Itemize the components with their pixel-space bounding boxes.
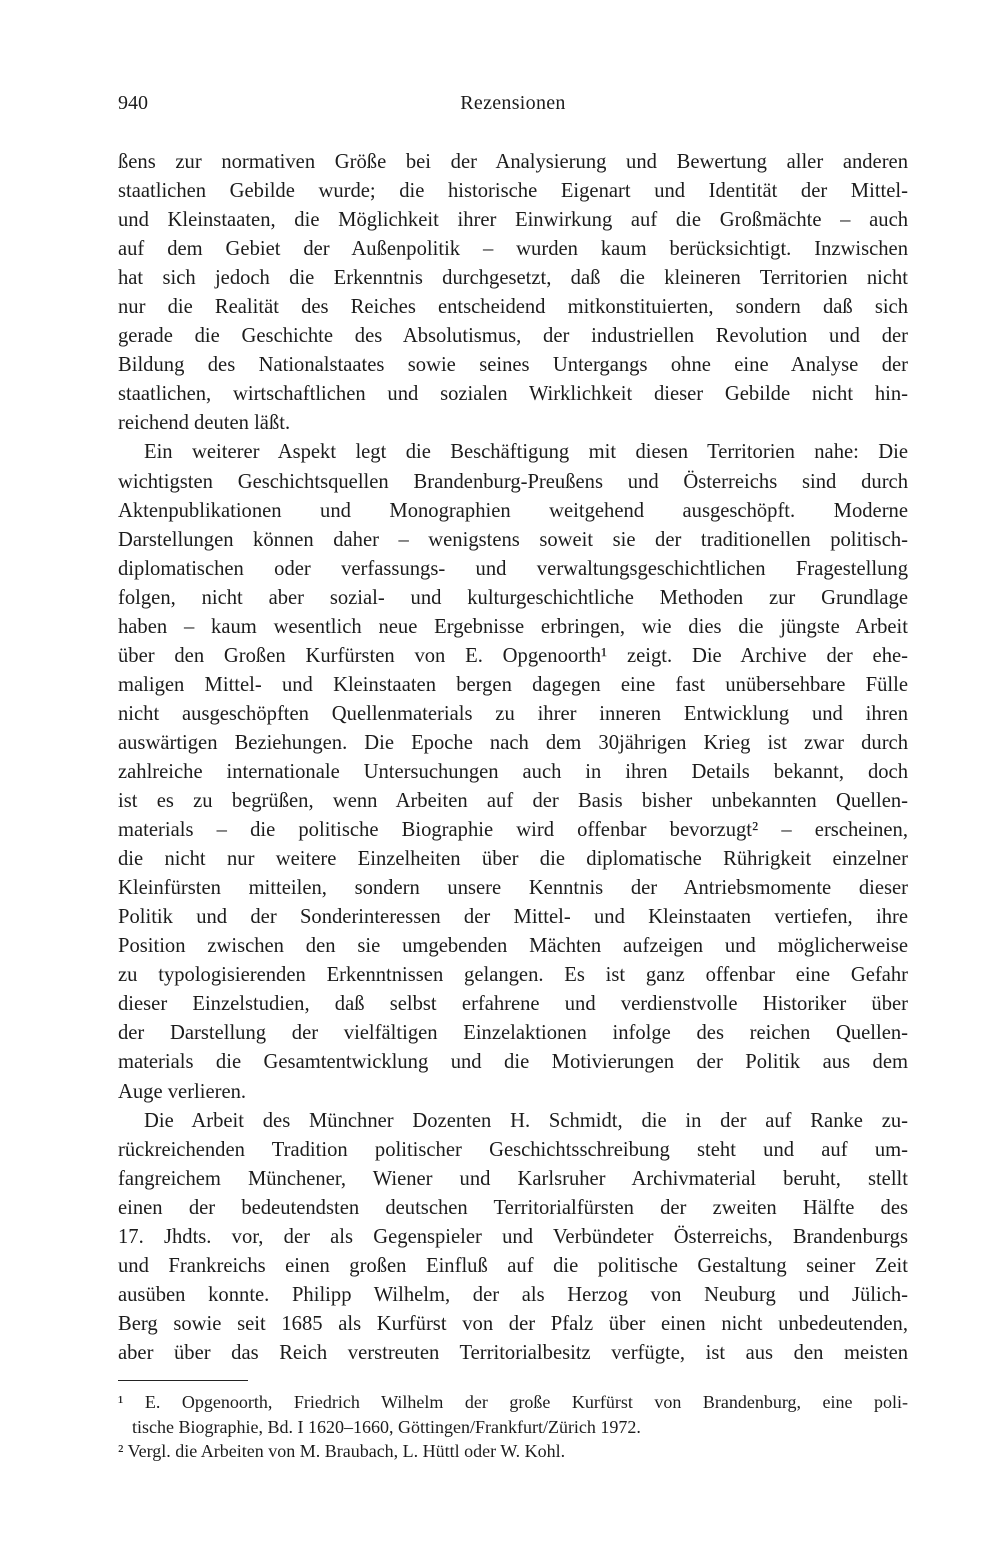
text-line: nicht ausgeschöpften Quellenmaterials zu ihrer inneren Entwicklung und ihren [118, 702, 908, 725]
running-head: Rezensionen [460, 92, 566, 114]
text-line: Politik und der Sonderinteressen der Mittel- und Kleinstaaten vertiefen, ihre [118, 906, 908, 929]
text-line: Kleinfürsten mitteilen, sondern unsere Kenntnis der Antriebsmomente dieser [118, 877, 908, 900]
text-line: dieser Einzelstudien, daß selbst erfahrene und verdienstvolle Historiker über [118, 993, 908, 1016]
text-line: staatlichen, wirtschaftlichen und sozialen Wirklichkeit dieser Gebilde nicht hin- [118, 383, 908, 406]
text-line: fangreichem Münchener, Wiener und Karlsruher Archivmaterial beruht, stellt [118, 1167, 908, 1190]
text-line: materials – die politische Biographie wird offenbar bevorzugt² – erscheinen, [118, 819, 908, 842]
text-line: materials die Gesamtentwicklung und die Motivierungen der Politik aus dem [118, 1051, 908, 1074]
text-line: Die Arbeit des Münchner Dozenten H. Schmidt, die in der auf Ranke zu- [144, 1109, 908, 1132]
text-line: 17. Jhdts. vor, der als Gegenspieler und Verbündeter Österreichs, Brandenburgs [118, 1225, 908, 1248]
text-line: hat sich jedoch die Erkenntnis durchgesetzt, daß die kleineren Territorien nicht [118, 267, 908, 290]
text-line: einen der bedeutendsten deutschen Territorialfürsten der zweiten Hälfte des [118, 1196, 908, 1219]
footnote-divider [118, 1380, 248, 1381]
text-line: der Darstellung der vielfältigen Einzelaktionen infolge des reichen Quellen- [118, 1022, 908, 1045]
text-line: und Kleinstaaten, die Möglichkeit ihrer Einwirkung auf die Großmächte – auch [118, 209, 908, 232]
text-line: über den Großen Kurfürsten von E. Opgenoorth¹ zeigt. Die Archive der ehe- [118, 644, 908, 667]
text-line: aber über das Reich verstreuten Territorialbesitz verfügte, ist aus den meisten [118, 1341, 908, 1364]
text-line: nur die Realität des Reiches entscheidend mitkonstituierten, sondern daß sich [118, 296, 908, 319]
text-line: ist es zu begrüßen, wenn Arbeiten auf der Basis bisher unbekannten Quellen- [118, 790, 908, 813]
text-line: die nicht nur weitere Einzelheiten über die diplomatische Rührigkeit einzelner [118, 848, 908, 871]
text-line: Position zwischen den sie umgebenden Mächten aufzeigen und möglicherweise [118, 935, 908, 958]
footnote-line: tische Biographie, Bd. I 1620–1660, Göttingen/Frankfurt/Zürich 1972. [132, 1416, 641, 1437]
text-line: Ein weiterer Aspekt legt die Beschäftigung mit diesen Territorien nahe: Die [144, 441, 908, 464]
text-line: ausüben konnte. Philipp Wilhelm, der als Herzog von Neuburg und Jülich- [118, 1283, 908, 1306]
text-line: Auge verlieren. [118, 1080, 247, 1103]
text-line: diplomatischen oder verfassungs- und verwaltungsgeschichtlichen Fragestellung [118, 557, 908, 580]
text-line: gerade die Geschichte des Absolutismus, der industriellen Revolution und der [118, 325, 908, 348]
text-line: reichend deuten läßt. [118, 412, 291, 435]
text-line: auswärtigen Beziehungen. Die Epoche nach dem 30jährigen Krieg ist zwar durch [118, 731, 908, 754]
text-line: zahlreiche internationale Untersuchungen auch in ihren Details bekannt, doch [118, 760, 908, 783]
text-line: Darstellungen können daher – wenigstens soweit sie der traditionellen politisch- [118, 528, 908, 551]
text-line: maligen Mittel- und Kleinstaaten bergen dagegen eine fast unübersehbare Fülle [118, 673, 908, 696]
page-number: 940 [118, 92, 148, 114]
text-line: zu typologisierenden Erkenntnissen gelangen. Es ist ganz offenbar eine Gefahr [118, 964, 908, 987]
text-line: folgen, nicht aber sozial- und kulturgeschichtliche Methoden zur Grundlage [118, 586, 908, 609]
page-header [118, 92, 908, 122]
footnote-line: ² Vergl. die Arbeiten von M. Braubach, L. Hüttl oder W. Kohl. [118, 1441, 566, 1462]
body-text [118, 148, 908, 1368]
text-line: auf dem Gebiet der Außenpolitik – wurden kaum berücksichtigt. Inzwischen [118, 238, 908, 261]
text-line: und Frankreichs einen großen Einfluß auf die politische Gestaltung seiner Zeit [118, 1254, 908, 1277]
footnotes [118, 1390, 908, 1464]
text-line: haben – kaum wesentlich neue Ergebnisse erbringen, wie dies die jüngste Arbeit [118, 615, 908, 638]
text-line: Berg sowie seit 1685 als Kurfürst von der Pfalz über einen nicht unbedeutenden, [118, 1312, 908, 1335]
text-line: rückreichenden Tradition politischer Geschichtsschreibung steht und auf um- [118, 1138, 908, 1161]
text-line: ßens zur normativen Größe bei der Analysierung und Bewertung aller anderen [118, 151, 908, 173]
text-line: wichtigsten Geschichtsquellen Brandenburg-Preußens und Österreichs sind durch [118, 470, 908, 493]
text-line: Bildung des Nationalstaates sowie seines Untergangs ohne eine Analyse der [118, 354, 908, 377]
footnote-line: ¹ E. Opgenoorth, Friedrich Wilhelm der große Kurfürst von Brandenburg, eine poli- [118, 1392, 908, 1412]
text-line: Aktenpublikationen und Monographien weitgehend ausgeschöpft. Moderne [118, 499, 908, 522]
text-line: staatlichen Gebilde wurde; die historische Eigenart und Identität der Mittel- [118, 180, 908, 203]
